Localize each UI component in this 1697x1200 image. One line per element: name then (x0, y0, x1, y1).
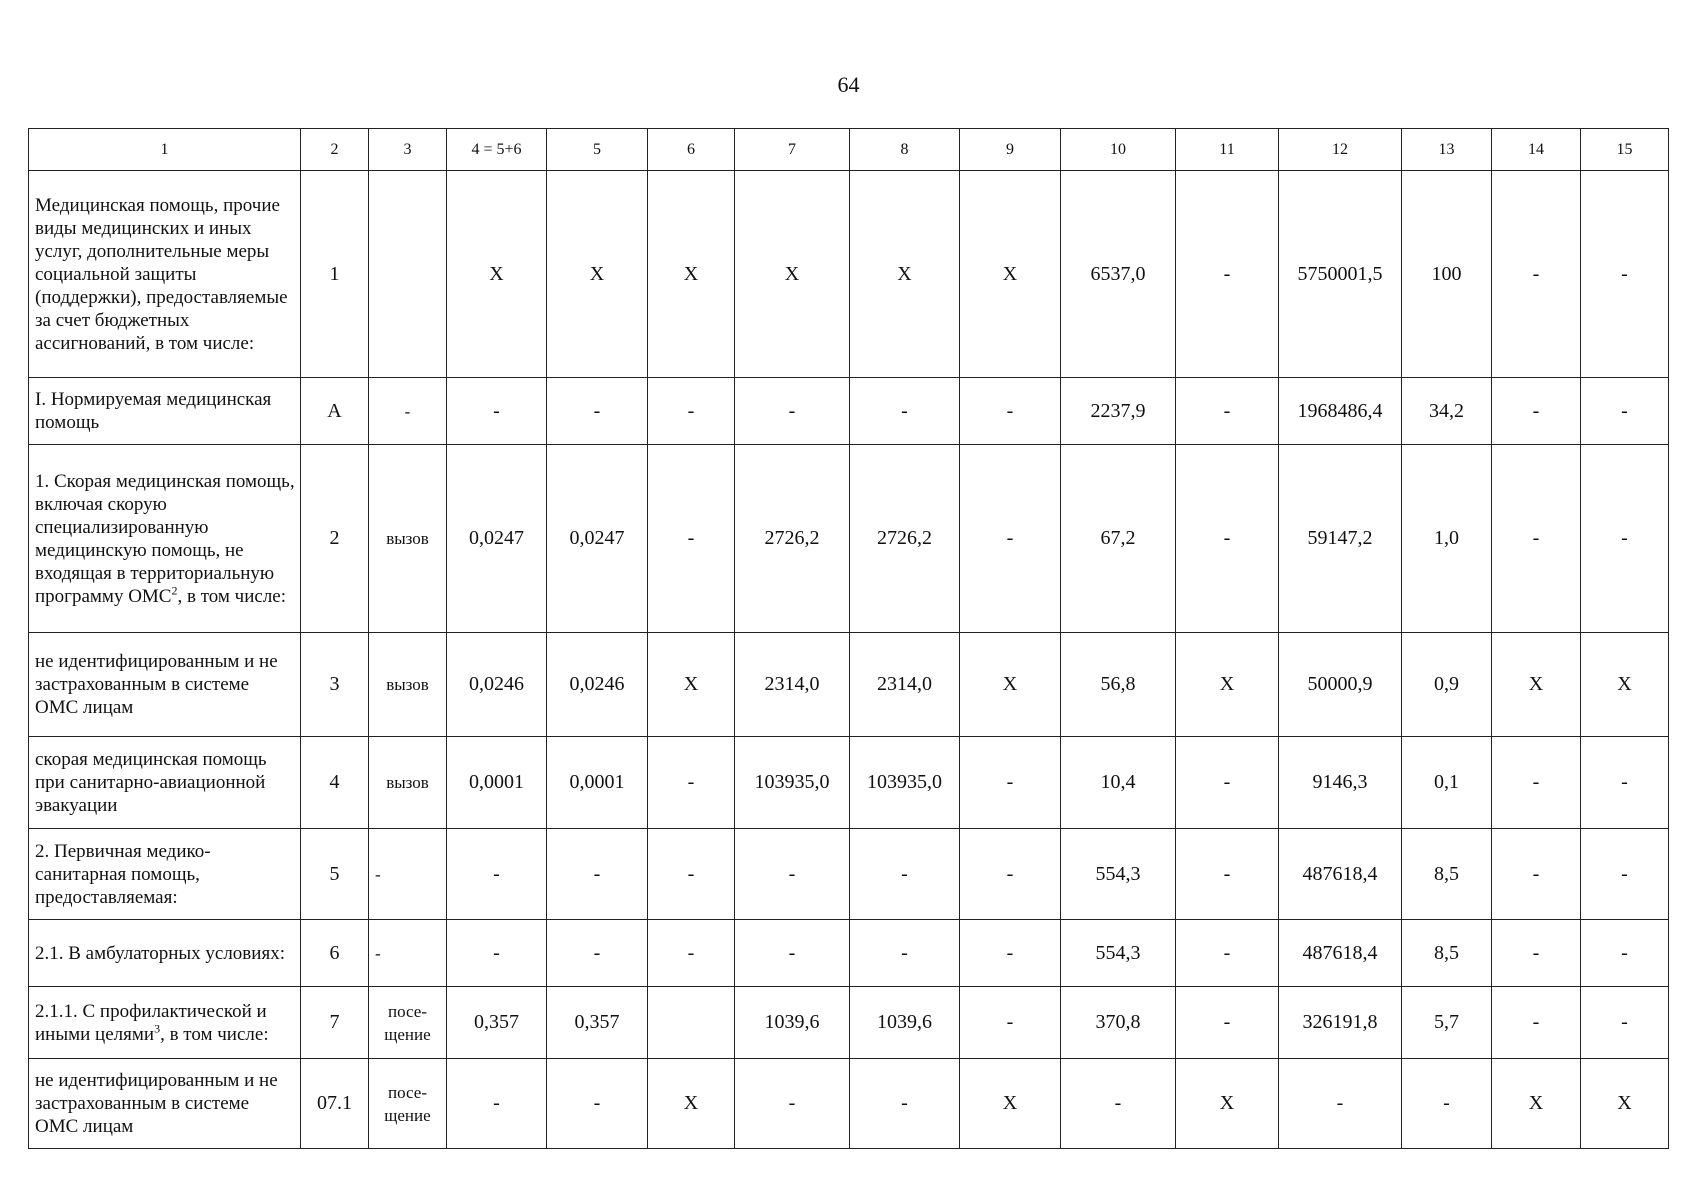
table-cell: 487618,4 (1279, 920, 1402, 987)
table-row (29, 737, 1669, 829)
table-cell: 2726,2 (850, 445, 960, 633)
table-cell: X (648, 171, 735, 378)
table-cell: - (850, 920, 960, 987)
row-name-cell (29, 987, 301, 1059)
table-cell: - (648, 378, 735, 445)
table-cell (648, 987, 735, 1059)
column-header: 7 (735, 129, 850, 171)
table-cell: - (1176, 987, 1279, 1059)
table-cell: 2 (301, 445, 369, 633)
table-cell: 326191,8 (1279, 987, 1402, 1059)
column-header: 14 (1492, 129, 1581, 171)
table-cell: - (735, 1059, 850, 1149)
row-name: не идентифицированным и не застрахованным в системе ОМС лицам (35, 651, 278, 718)
table-cell: - (960, 737, 1061, 829)
table-cell: 5,7 (1402, 987, 1492, 1059)
table-cell: - (960, 987, 1061, 1059)
table-cell (369, 171, 447, 378)
table-cell: - (735, 829, 850, 920)
row-name-cell (29, 445, 301, 633)
row-name-cell (29, 378, 301, 445)
table-cell: 1968486,4 (1279, 378, 1402, 445)
table-cell: X (648, 633, 735, 737)
table-cell: 8,5 (1402, 920, 1492, 987)
table-cell: вызов (369, 737, 447, 829)
table-cell: 0,0001 (447, 737, 547, 829)
table-cell: - (369, 829, 447, 920)
table-cell: X (960, 1059, 1061, 1149)
table-cell: 1039,6 (850, 987, 960, 1059)
column-header: 11 (1176, 129, 1279, 171)
table-cell: 2314,0 (735, 633, 850, 737)
table-cell: - (1492, 445, 1581, 633)
footnote-ref: 2 (171, 583, 178, 598)
table-cell: 103935,0 (850, 737, 960, 829)
table-cell: 1,0 (1402, 445, 1492, 633)
column-header: 1 (29, 129, 301, 171)
table-cell: X (960, 633, 1061, 737)
table-cell: вызов (369, 633, 447, 737)
column-header: 8 (850, 129, 960, 171)
table-cell: - (648, 829, 735, 920)
table-row (29, 987, 1669, 1059)
table-cell: 0,1 (1402, 737, 1492, 829)
row-name-cell (29, 633, 301, 737)
table-cell: - (1581, 171, 1669, 378)
table-cell: 2314,0 (850, 633, 960, 737)
table-cell: - (369, 920, 447, 987)
table-row (29, 378, 1669, 445)
row-name-tail: , в том числе: (177, 585, 287, 607)
table-cell: - (1581, 445, 1669, 633)
table-cell: 0,0247 (547, 445, 648, 633)
table-cell: - (850, 378, 960, 445)
table-cell: X (1492, 1059, 1581, 1149)
table-cell: 3 (301, 633, 369, 737)
table-cell: X (1492, 633, 1581, 737)
table-cell: 8,5 (1402, 829, 1492, 920)
table-cell: 1039,6 (735, 987, 850, 1059)
table-cell: вызов (369, 445, 447, 633)
row-name: 2.1.1. С профилактической и иными целями (35, 1000, 267, 1045)
table-cell: X (1176, 1059, 1279, 1149)
table-cell: 59147,2 (1279, 445, 1402, 633)
table-cell: - (447, 920, 547, 987)
table-cell: - (1279, 1059, 1402, 1149)
table-cell: 370,8 (1061, 987, 1176, 1059)
table-cell: - (547, 378, 648, 445)
table-cell: - (1176, 445, 1279, 633)
table-cell: - (447, 829, 547, 920)
table-cell: - (1176, 737, 1279, 829)
table-row (29, 171, 1669, 378)
table-cell: - (369, 378, 447, 445)
table-cell: 6 (301, 920, 369, 987)
column-header: 12 (1279, 129, 1402, 171)
table-cell: X (547, 171, 648, 378)
row-name: I. Нормируемая медицинская помощь (35, 389, 272, 433)
table-cell: 5 (301, 829, 369, 920)
table-cell: - (1176, 378, 1279, 445)
table-cell: 4 (301, 737, 369, 829)
row-name: скорая медицинская помощь при санитарно-авиационной эвакуации (35, 749, 267, 816)
row-name-cell (29, 737, 301, 829)
table-row (29, 633, 1669, 737)
row-name: 2.1. В амбулаторных условиях: (35, 942, 285, 964)
table-cell: 6537,0 (1061, 171, 1176, 378)
table-cell: X (1176, 633, 1279, 737)
table-cell: - (1176, 171, 1279, 378)
table-cell: 0,0001 (547, 737, 648, 829)
table-cell: 103935,0 (735, 737, 850, 829)
table-cell: - (1492, 171, 1581, 378)
table-cell: - (850, 829, 960, 920)
table-cell: - (547, 1059, 648, 1149)
table-cell: X (850, 171, 960, 378)
table-cell: 0,0246 (547, 633, 648, 737)
table-cell: 0,0246 (447, 633, 547, 737)
column-header: 5 (547, 129, 648, 171)
table-cell: - (1492, 920, 1581, 987)
table-cell: - (1581, 920, 1669, 987)
table-cell: 67,2 (1061, 445, 1176, 633)
data-table (28, 128, 1669, 1149)
table-row (29, 829, 1669, 920)
table-cell: - (648, 445, 735, 633)
table-cell: 2237,9 (1061, 378, 1176, 445)
table-cell: X (447, 171, 547, 378)
table-cell: посе-щение (369, 987, 447, 1059)
table-cell: 2726,2 (735, 445, 850, 633)
table-cell: 56,8 (1061, 633, 1176, 737)
table-cell: - (1176, 829, 1279, 920)
column-header: 3 (369, 129, 447, 171)
table-cell: 554,3 (1061, 829, 1176, 920)
page-number: 64 (837, 72, 860, 97)
table-cell: 0,357 (447, 987, 547, 1059)
row-name: 2. Первичная медико-санитарная помощь, предоставляемая: (35, 840, 211, 908)
table-cell: - (960, 829, 1061, 920)
table-cell: 07.1 (301, 1059, 369, 1149)
column-header: 15 (1581, 129, 1669, 171)
table-cell: 9146,3 (1279, 737, 1402, 829)
table-cell: - (1402, 1059, 1492, 1149)
table-cell: - (1176, 920, 1279, 987)
table-cell: 7 (301, 987, 369, 1059)
table-cell: - (960, 445, 1061, 633)
table-cell: - (447, 378, 547, 445)
row-name-cell (29, 920, 301, 987)
column-header: 9 (960, 129, 1061, 171)
column-numbers-row (29, 129, 1669, 171)
table-cell: - (1581, 737, 1669, 829)
table-cell: - (1492, 737, 1581, 829)
column-header: 10 (1061, 129, 1176, 171)
table-cell: 0,9 (1402, 633, 1492, 737)
table-cell: - (1492, 987, 1581, 1059)
table-cell: X (960, 171, 1061, 378)
table-cell: - (850, 1059, 960, 1149)
row-name: Медицинская помощь, прочие виды медицинских и иных услуг, дополнительные меры социальной защиты (поддержки), предоставляемые за счет бюджетных ассигнований, в том числе: (35, 194, 288, 354)
table-cell: 10,4 (1061, 737, 1176, 829)
table-cell: - (547, 829, 648, 920)
table-cell: 5750001,5 (1279, 171, 1402, 378)
table-cell: - (1581, 987, 1669, 1059)
row-name: не идентифицированным и не застрахованным в системе ОМС лицам (35, 1070, 278, 1137)
table-cell: - (735, 378, 850, 445)
row-name-tail: , в том числе: (160, 1023, 269, 1045)
table-cell: 34,2 (1402, 378, 1492, 445)
table-cell: - (1492, 378, 1581, 445)
footnote-ref: 3 (154, 1021, 161, 1036)
table-cell: 100 (1402, 171, 1492, 378)
column-header: 2 (301, 129, 369, 171)
column-header: 6 (648, 129, 735, 171)
table-cell: X (1581, 633, 1669, 737)
table-cell: 0,357 (547, 987, 648, 1059)
table-cell: 554,3 (1061, 920, 1176, 987)
table-cell: - (447, 1059, 547, 1149)
table-cell: - (648, 920, 735, 987)
table-cell: - (1492, 829, 1581, 920)
table-cell: - (960, 920, 1061, 987)
table-cell: - (1061, 1059, 1176, 1149)
table-cell: А (301, 378, 369, 445)
table-cell: 1 (301, 171, 369, 378)
table-cell: X (735, 171, 850, 378)
row-name-cell (29, 829, 301, 920)
column-header: 4 = 5+6 (447, 129, 547, 171)
table-row (29, 920, 1669, 987)
table-row (29, 445, 1669, 633)
table-cell: посе-щение (369, 1059, 447, 1149)
table-cell: X (648, 1059, 735, 1149)
table-cell: - (1581, 378, 1669, 445)
row-name-cell (29, 1059, 301, 1149)
table-cell: 0,0247 (447, 445, 547, 633)
table-cell: 487618,4 (1279, 829, 1402, 920)
table-cell: X (1581, 1059, 1669, 1149)
table-cell: - (547, 920, 648, 987)
column-header: 13 (1402, 129, 1492, 171)
table-cell: - (1581, 829, 1669, 920)
table-cell: 50000,9 (1279, 633, 1402, 737)
row-name: 1. Скорая медицинская помощь, включая скорую специализированную медицинскую помощь, не входящая в территориальную программу ОМС (35, 470, 295, 607)
row-name-cell (29, 171, 301, 378)
table-cell: - (648, 737, 735, 829)
table-cell: - (960, 378, 1061, 445)
table-cell: - (735, 920, 850, 987)
table-row (29, 1059, 1669, 1149)
